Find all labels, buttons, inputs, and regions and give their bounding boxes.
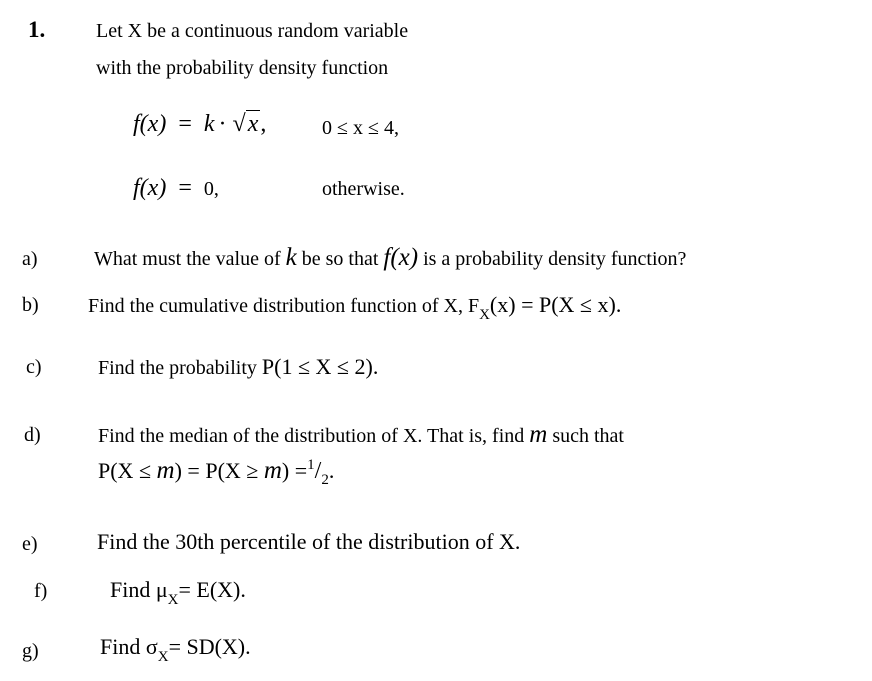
sqrt-x [231, 111, 261, 138]
part-g-text [100, 634, 251, 665]
median-mid: ) = P(X ≥ [174, 458, 259, 483]
m-symbol: m [529, 421, 548, 448]
part-b-text-1: Find the cumulative distribution function of X, F [88, 295, 480, 317]
part-b-text [88, 292, 622, 323]
expectation-expression: = E(X). [178, 577, 246, 602]
part-g-text-1: Find [100, 634, 141, 659]
f-of-x: f(x) [133, 175, 167, 201]
probability-expression: P(1 ≤ X ≤ 2). [261, 354, 379, 379]
sigma-subscript: X [157, 649, 169, 665]
part-f-text-1: Find [110, 577, 151, 602]
cdf-definition: (x) = P(X ≤ x). [489, 292, 622, 317]
part-a-text-3: is a probability density function? [423, 248, 687, 270]
fraction-slash: / [314, 458, 322, 484]
radical-sign: √ [232, 111, 246, 137]
period: . [328, 458, 335, 483]
part-d-text-1: Find the median of the distribution of X. That is, find [98, 425, 525, 447]
intro-line-1: Let X be a continuous random variable [96, 20, 409, 42]
equals-sign: = [178, 175, 192, 201]
part-c-label: c) [26, 356, 42, 378]
problem-number: 1. [28, 17, 46, 42]
part-c-text [98, 354, 378, 380]
pdf-formula-1 [133, 111, 266, 138]
equals-sign: = [178, 111, 192, 137]
part-d-line-1 [98, 421, 624, 449]
part-a-text [94, 244, 686, 272]
zero-value: 0, [203, 178, 219, 200]
part-c-text-1: Find the probability [98, 357, 257, 379]
mu-symbol: μ [155, 577, 168, 602]
intro-line-2: with the probability density function [96, 57, 389, 79]
part-e-text: Find the 30th percentile of the distribution of X. [97, 529, 521, 554]
f-of-x: f(x) [133, 111, 167, 137]
part-d-label: d) [24, 424, 41, 446]
f-of-x: f(x) [383, 244, 419, 271]
radicand: x [247, 111, 259, 137]
part-f-label: f) [34, 580, 48, 602]
m-symbol: m [263, 457, 282, 484]
part-d-line-2 [98, 457, 335, 488]
fraction-denominator: 2 [321, 472, 329, 488]
dot-operator: · [218, 111, 227, 137]
sigma-symbol: σ [145, 634, 158, 659]
formula-comma: , [260, 111, 267, 137]
otherwise-condition: otherwise. [322, 178, 405, 200]
median-end: ) = [281, 458, 308, 483]
sd-expression: = SD(X). [168, 634, 251, 659]
part-a-text-2: be so that [301, 248, 379, 270]
k-symbol: k [285, 244, 297, 271]
part-b-label: b) [22, 294, 39, 316]
fraction-numerator: 1 [307, 457, 315, 473]
cdf-subscript: X [479, 307, 490, 323]
part-a-text-1: What must the value of [94, 248, 281, 270]
part-a-label: a) [22, 248, 38, 270]
part-f-text [110, 577, 246, 608]
mu-subscript: X [167, 592, 179, 608]
m-symbol: m [156, 457, 175, 484]
pdf-formula-2 [133, 175, 219, 202]
median-lhs: P(X ≤ [98, 458, 152, 483]
part-d-text-2: such that [552, 425, 624, 447]
part-g-label: g) [22, 640, 39, 662]
k-symbol: k [203, 111, 215, 137]
support-condition: 0 ≤ x ≤ 4, [322, 117, 399, 139]
part-e-label: e) [22, 533, 38, 555]
